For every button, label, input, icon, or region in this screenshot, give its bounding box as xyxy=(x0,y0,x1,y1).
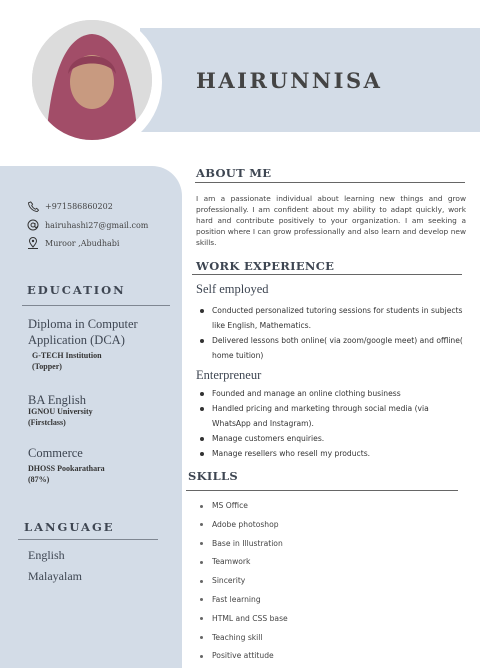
work-heading: WORK EXPERIENCE xyxy=(196,259,335,273)
phone-icon xyxy=(26,200,40,212)
education-item-detail: DHOSS Pookarathara (87%) xyxy=(28,464,105,484)
contact-email xyxy=(26,219,148,231)
list-item: Sincerity xyxy=(197,572,397,591)
education-item-title: Diploma in Computer Application (DCA) xyxy=(28,317,138,347)
skills-heading: SKILLS xyxy=(188,469,238,483)
about-divider xyxy=(195,182,465,183)
phone-number: +971586860202 xyxy=(45,201,113,211)
language-item: Malayalam xyxy=(28,569,82,583)
location-pin-icon xyxy=(26,237,40,249)
list-item: Base in Illustration xyxy=(197,535,397,554)
list-item: Positive attitude xyxy=(197,647,397,666)
education-item-title: BA English xyxy=(28,393,86,407)
list-item: Delivered lessons both online( via zoom/google meet) and offline( home tuition) xyxy=(197,333,467,363)
language-heading: LANGUAGE xyxy=(24,520,115,534)
about-text: I am a passionate individual about learning new things and grow professionally. I am confident about my ability to adapt quickly, work hard and contribute positively to your organization. I am seeking a position where I can grow professionally and also learn and develop new skills. xyxy=(196,194,466,247)
job-title: Self employed xyxy=(196,282,269,296)
list-item: Founded and manage an online clothing business xyxy=(197,386,467,401)
contact-phone xyxy=(26,200,113,212)
work-divider xyxy=(192,274,462,275)
person-name: HAIRUNNISA xyxy=(196,68,383,93)
list-item: HTML and CSS base xyxy=(197,610,397,629)
list-item: Handled pricing and marketing through social media (via WhatsApp and Instagram). xyxy=(197,401,467,431)
list-item: Teamwork xyxy=(197,553,397,572)
at-icon xyxy=(26,219,40,231)
list-item: MS Office xyxy=(197,497,397,516)
email-address: hairuhashi27@gmail.com xyxy=(45,220,149,230)
education-divider xyxy=(22,305,170,306)
language-divider xyxy=(18,539,158,540)
education-item-detail: IGNOU University (Firstclass) xyxy=(28,407,93,427)
job-bullets xyxy=(197,303,467,363)
list-item: Conducted personalized tutoring sessions for students in subjects like English, Mathematics. xyxy=(197,303,467,333)
skills-list xyxy=(197,497,397,666)
education-item-title: Commerce xyxy=(28,446,83,460)
skills-divider xyxy=(186,490,458,491)
list-item: Manage resellers who resell my products. xyxy=(197,446,467,461)
education-heading: EDUCATION xyxy=(27,283,126,297)
language-item: English xyxy=(28,548,65,562)
contact-location xyxy=(26,237,119,249)
list-item: Teaching skill xyxy=(197,629,397,648)
list-item: Adobe photoshop xyxy=(197,516,397,535)
job-bullets xyxy=(197,386,467,461)
about-heading: ABOUT ME xyxy=(196,166,272,180)
list-item: Manage customers enquiries. xyxy=(197,431,467,446)
list-item: Fast learning xyxy=(197,591,397,610)
education-item-detail: G-TECH Institution (Topper) xyxy=(32,351,102,371)
profile-photo xyxy=(32,20,152,140)
job-title: Enterpreneur xyxy=(196,368,262,382)
location-text: Muroor ,Abudhabi xyxy=(45,238,120,248)
